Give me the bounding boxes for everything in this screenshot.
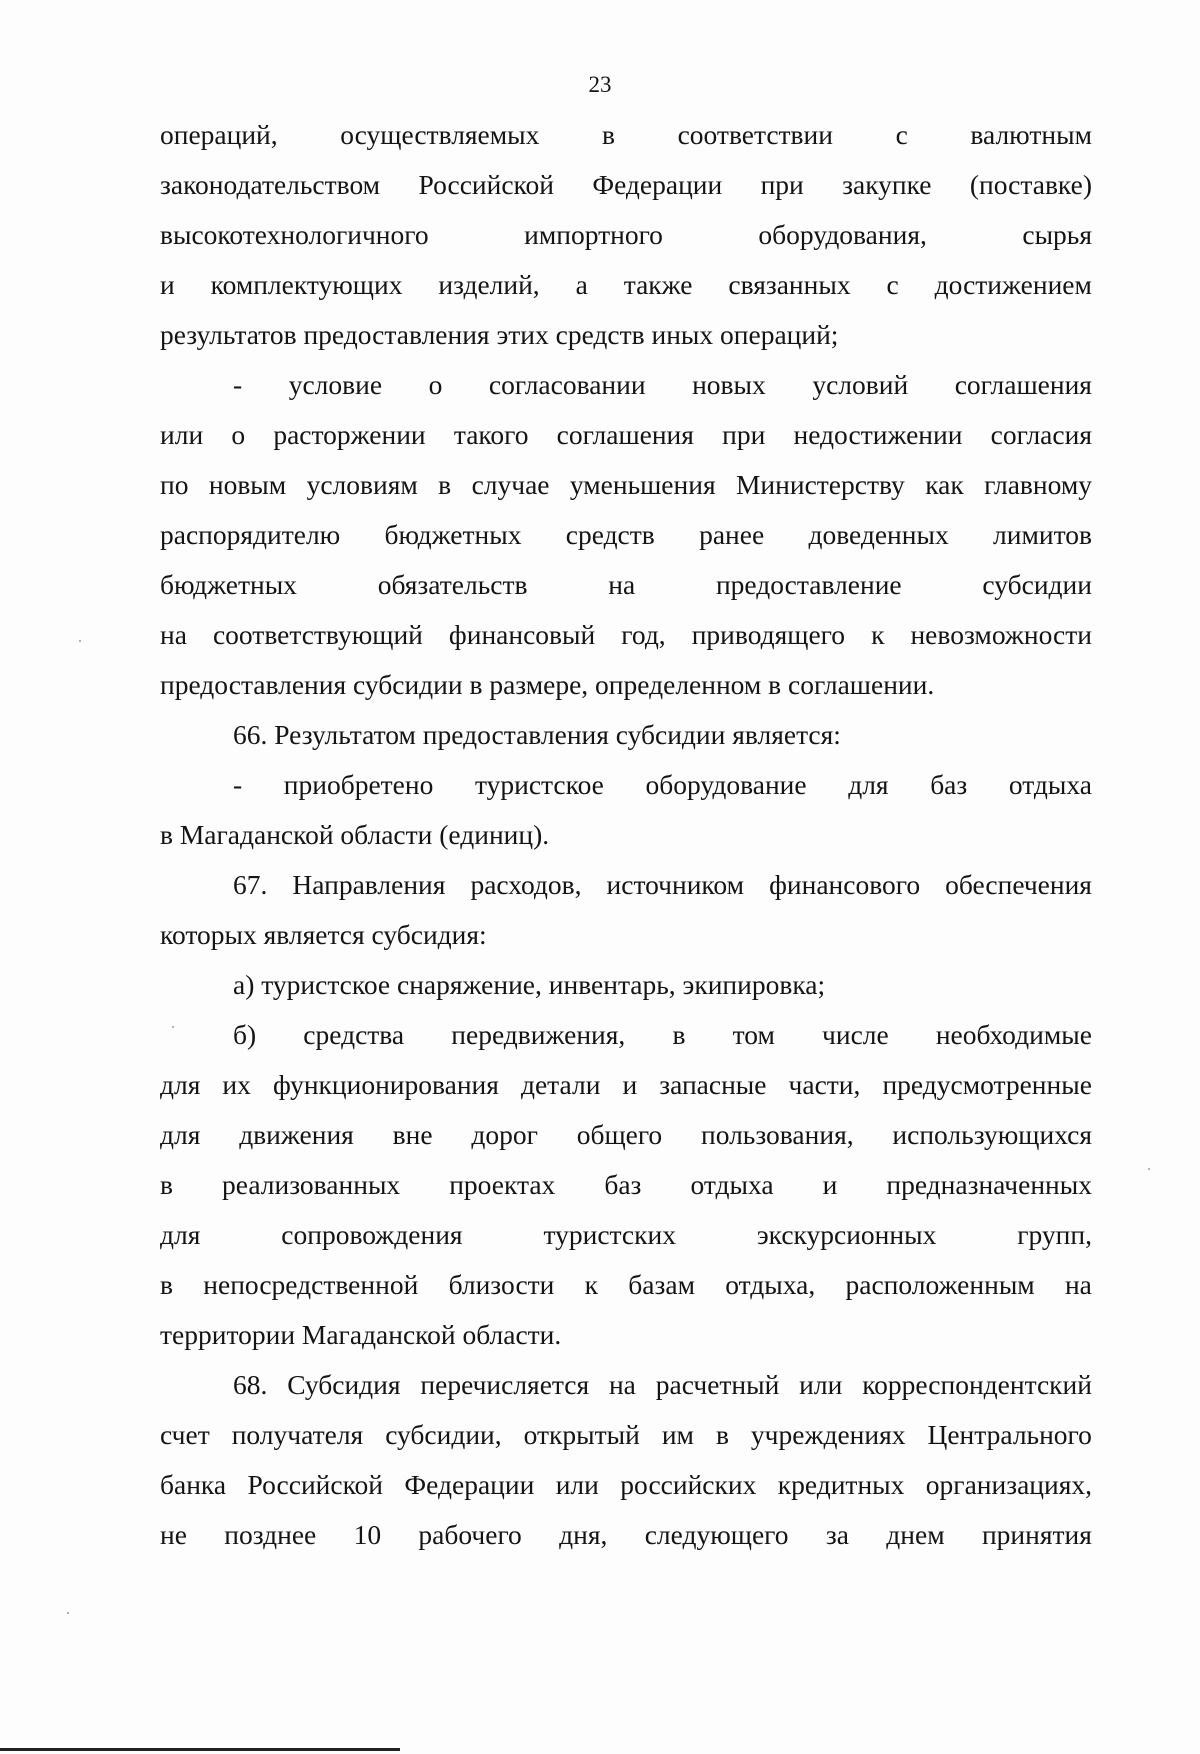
- word: им: [661, 1419, 694, 1450]
- word: год,: [621, 619, 666, 650]
- word: с: [886, 269, 899, 300]
- word: не: [160, 1519, 187, 1550]
- word: соглашения: [556, 419, 694, 450]
- word: Центрального: [927, 1419, 1092, 1450]
- word: законодательством: [160, 169, 381, 200]
- text-line: [160, 1210, 1092, 1260]
- word: валютным: [970, 119, 1092, 150]
- word: доведенных: [808, 519, 949, 550]
- word: осуществляемых: [340, 119, 540, 150]
- word: за: [825, 1519, 849, 1550]
- text-line: [160, 560, 1092, 610]
- word: новым: [208, 469, 287, 500]
- word: в: [672, 1019, 686, 1050]
- word: для: [848, 769, 889, 800]
- word: случае: [471, 469, 550, 500]
- word: субсидии,: [385, 1419, 502, 1450]
- word: ранее: [699, 519, 765, 550]
- word: (поставке): [969, 169, 1092, 200]
- word: использующихся: [892, 1119, 1092, 1150]
- text-line: [160, 1160, 1092, 1210]
- word: обязательств: [377, 569, 528, 600]
- text-line: которых является субсидия:: [160, 919, 487, 950]
- word: рабочего: [418, 1519, 522, 1550]
- word: оборудования,: [758, 219, 927, 250]
- word: или: [555, 1469, 599, 1500]
- word: кредитных: [777, 1469, 905, 1500]
- word: предназначенных: [886, 1169, 1092, 1200]
- paragraph-68: [160, 1360, 1092, 1410]
- paragraph-66: 66. Результатом предоставления субсидии является:: [233, 719, 841, 750]
- word: Федерации: [592, 169, 723, 200]
- word: соответствующий: [212, 619, 423, 650]
- text-line: [160, 610, 1092, 660]
- page-number: 23: [588, 72, 612, 97]
- word: Российской: [418, 169, 554, 200]
- word: обеспечения: [945, 869, 1092, 900]
- word: финансового: [769, 869, 921, 900]
- word: операций,: [160, 119, 278, 150]
- word: высокотехнологичного: [160, 219, 429, 250]
- word: том: [732, 1019, 775, 1050]
- word: запасные: [659, 1069, 767, 1100]
- word: или: [799, 1369, 843, 1400]
- word: недостижении: [793, 419, 963, 450]
- word: Федерации: [404, 1469, 535, 1500]
- word: главному: [984, 469, 1092, 500]
- word: в: [602, 119, 615, 150]
- text-line: территории Магаданской области.: [160, 1319, 562, 1350]
- word: с: [895, 119, 908, 150]
- word: получателя: [231, 1419, 364, 1450]
- text-line: в Магаданской области (единиц).: [160, 819, 550, 850]
- text-line: [160, 1460, 1092, 1510]
- word: туристских: [543, 1219, 676, 1250]
- word: движения: [239, 1119, 354, 1150]
- word: при: [760, 169, 804, 200]
- word: или: [160, 419, 204, 450]
- word: оборудование: [645, 769, 807, 800]
- word: средства: [303, 1019, 405, 1050]
- word: по: [160, 469, 189, 500]
- word: для: [160, 1119, 201, 1150]
- word: соглашения: [954, 369, 1092, 400]
- word: 68.: [233, 1369, 268, 1400]
- word: на: [1064, 1269, 1092, 1300]
- word: расторжении: [273, 419, 426, 450]
- word: отдыха,: [725, 1269, 816, 1300]
- word: соответствии: [677, 119, 833, 150]
- word: организациях,: [925, 1469, 1092, 1500]
- word: открытый: [523, 1419, 640, 1450]
- word: реализованных: [222, 1169, 401, 1200]
- word: и: [622, 1069, 638, 1100]
- paragraph-67: [160, 860, 1092, 910]
- text-line: [160, 1410, 1092, 1460]
- word: финансовый: [448, 619, 596, 650]
- word: близости: [448, 1269, 555, 1300]
- word: к: [584, 1269, 599, 1300]
- word: предусмотренные: [882, 1069, 1092, 1100]
- scan-speck: [172, 1026, 174, 1028]
- word: пользования,: [700, 1119, 854, 1150]
- word: групп,: [1017, 1219, 1092, 1250]
- word: Российской: [247, 1469, 384, 1500]
- word: Министерству: [735, 469, 905, 500]
- text-line: [160, 260, 1092, 310]
- word: днем: [886, 1519, 945, 1550]
- word: функционирования: [272, 1069, 499, 1100]
- scan-speck: [1148, 1168, 1150, 1170]
- text-line: [160, 410, 1092, 460]
- scan-speck: [79, 640, 81, 642]
- word: а: [575, 269, 588, 300]
- word: субсидии: [982, 569, 1092, 600]
- word: достижением: [934, 269, 1092, 300]
- word: в: [715, 1419, 729, 1450]
- text-line: [160, 1110, 1092, 1160]
- word: следующего: [644, 1519, 789, 1550]
- word: такого: [453, 419, 529, 450]
- document-body: [160, 110, 1092, 1560]
- text-line: [160, 1260, 1092, 1310]
- word: 67.: [233, 869, 268, 900]
- word: б): [233, 1019, 257, 1050]
- word: средств: [565, 519, 655, 550]
- word: банка: [160, 1469, 227, 1500]
- word: в: [160, 1169, 173, 1200]
- word: предоставление: [715, 569, 902, 600]
- word: дорог: [471, 1119, 538, 1150]
- word: на: [608, 569, 636, 600]
- word: лимитов: [993, 519, 1092, 550]
- word: отдыха: [1008, 769, 1092, 800]
- word: комплектующих: [210, 269, 403, 300]
- word: как: [925, 469, 964, 500]
- word: распорядителю: [160, 519, 341, 550]
- list-item-b: [160, 1010, 1092, 1060]
- word: 10: [353, 1519, 382, 1550]
- word: -: [233, 769, 243, 800]
- word: счет: [160, 1419, 210, 1450]
- word: на: [608, 1369, 636, 1400]
- word: баз: [604, 1169, 642, 1200]
- word: условий: [812, 369, 909, 400]
- word: передвижения,: [451, 1019, 626, 1050]
- word: части,: [788, 1069, 861, 1100]
- word: отдыха: [690, 1169, 774, 1200]
- word: на: [160, 619, 187, 650]
- word: при: [722, 419, 766, 450]
- word: российских: [620, 1469, 757, 1500]
- scan-edge-line: [0, 1748, 400, 1751]
- word: закупке: [842, 169, 932, 200]
- word: для: [160, 1069, 201, 1100]
- word: детали: [520, 1069, 601, 1100]
- word: бюджетных: [160, 569, 297, 600]
- word: невозможности: [910, 619, 1092, 650]
- word: принятия: [981, 1519, 1092, 1550]
- text-line: предоставления субсидии в размере, определенном в соглашении.: [160, 669, 935, 700]
- word: необходимые: [935, 1019, 1092, 1050]
- word: в: [160, 1269, 173, 1300]
- text-line: [160, 1060, 1092, 1110]
- word: общего: [576, 1119, 663, 1150]
- word: в: [438, 469, 452, 500]
- word: непосредственной: [203, 1269, 419, 1300]
- word: расчетный: [655, 1369, 780, 1400]
- text-line: [160, 1510, 1092, 1560]
- word: уменьшения: [569, 469, 716, 500]
- word: условиям: [306, 469, 418, 500]
- word: приобретено: [283, 769, 434, 800]
- word: бюджетных: [384, 519, 522, 550]
- word: вне: [392, 1119, 433, 1150]
- word: туристское: [474, 769, 604, 800]
- list-item-line: [160, 360, 1092, 410]
- word: изделий,: [438, 269, 540, 300]
- word: источником: [606, 869, 745, 900]
- word: сырья: [1022, 219, 1092, 250]
- text-line: [160, 460, 1092, 510]
- word: Субсидия: [287, 1369, 401, 1400]
- word: базам: [628, 1269, 695, 1300]
- word: сопровождения: [281, 1219, 463, 1250]
- word: и: [160, 269, 175, 300]
- word: экскурсионных: [756, 1219, 937, 1250]
- word: связанных: [728, 269, 851, 300]
- text-line: [160, 510, 1092, 560]
- text-line: [160, 110, 1092, 160]
- word: условие: [288, 369, 383, 400]
- text-line: [160, 210, 1092, 260]
- word: числе: [822, 1019, 889, 1050]
- list-item-a: а) туристское снаряжение, инвентарь, экипировка;: [233, 969, 826, 1000]
- word: также: [623, 269, 693, 300]
- word: приводящего: [691, 619, 846, 650]
- word: -: [233, 369, 243, 400]
- word: учреждениях: [750, 1419, 906, 1450]
- text-line: [160, 160, 1092, 210]
- word: перечисляется: [420, 1369, 590, 1400]
- word: дня,: [559, 1519, 608, 1550]
- word: к: [871, 619, 885, 650]
- word: согласия: [990, 419, 1092, 450]
- word: о: [231, 419, 246, 450]
- text-line: результатов предоставления этих средств иных операций;: [160, 319, 839, 350]
- word: баз: [930, 769, 968, 800]
- word: для: [160, 1219, 201, 1250]
- word: их: [222, 1069, 251, 1100]
- word: Направления: [292, 869, 446, 900]
- word: позднее: [224, 1519, 317, 1550]
- scan-speck: [67, 1612, 69, 1614]
- word: расходов,: [470, 869, 582, 900]
- list-item-line: [160, 760, 1092, 810]
- word: расположенным: [845, 1269, 1035, 1300]
- word: и: [822, 1169, 838, 1200]
- word: новых: [692, 369, 766, 400]
- word: о: [428, 369, 443, 400]
- word: проектах: [449, 1169, 556, 1200]
- word: корреспондентский: [862, 1369, 1092, 1400]
- word: импортного: [524, 219, 663, 250]
- word: согласовании: [488, 369, 646, 400]
